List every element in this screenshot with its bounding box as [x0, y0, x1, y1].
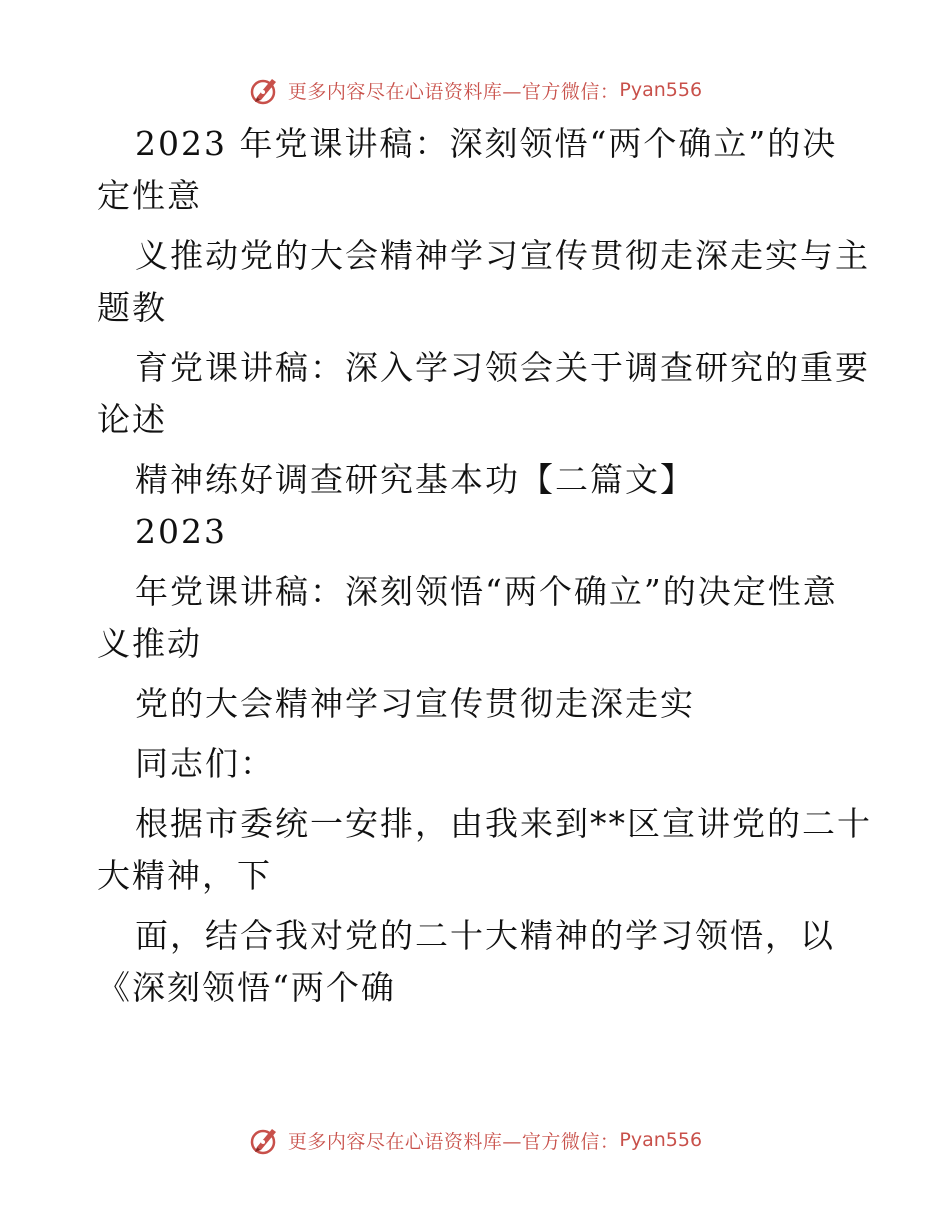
footer-banner-text: 更多内容尽在心语资料库—官方微信： — [287, 1130, 620, 1153]
text-line: 同志们： — [135, 744, 275, 783]
text-line: 论述 — [97, 400, 167, 439]
header-banner-wechat-id: Pyan556 — [619, 79, 703, 101]
footer-banner — [0, 1120, 950, 1160]
text-line: 题教 — [97, 288, 167, 327]
text-line: 2023 — [135, 512, 227, 551]
text-line: 义推动党的大会精神学习宣传贯彻走深走实与主 — [135, 236, 870, 275]
text-line: 大精神，下 — [97, 856, 272, 895]
document-body — [97, 118, 872, 1014]
text-line: 2023 年党课讲稿：深刻领悟“两个确立”的决 — [135, 124, 838, 163]
pen-nib-logo-icon — [248, 73, 282, 107]
text-line: 根据市委统一安排，由我来到**区宣讲党的二十 — [135, 804, 872, 843]
text-line: 义推动 — [97, 624, 202, 663]
text-line: 年党课讲稿：深刻领悟“两个确立”的决定性意 — [135, 572, 838, 611]
footer-banner-wechat-id: Pyan556 — [619, 1129, 703, 1151]
header-banner-text: 更多内容尽在心语资料库—官方微信： — [287, 80, 620, 103]
header-banner — [0, 70, 950, 110]
pen-nib-logo-icon — [248, 1123, 282, 1157]
text-line: 精神练好调查研究基本功【二篇文】 — [135, 460, 695, 499]
text-line: 定性意 — [97, 176, 202, 215]
text-line: 《深刻领悟“两个确 — [97, 968, 396, 1007]
text-line: 党的大会精神学习宣传贯彻走深走实 — [135, 684, 695, 723]
text-line: 育党课讲稿：深入学习领会关于调查研究的重要 — [135, 348, 870, 387]
text-line: 面，结合我对党的二十大精神的学习领悟，以 — [135, 916, 835, 955]
